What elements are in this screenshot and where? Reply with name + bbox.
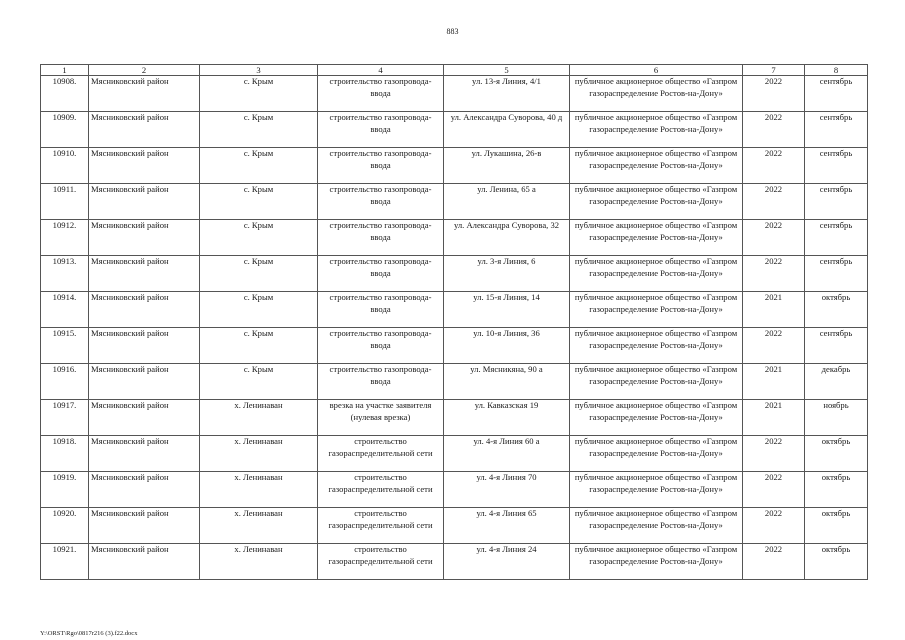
month-cell: сентябрь [805,148,868,184]
column-number: 8 [805,65,868,76]
organization-cell: публичное акционерное общество «Газпром газораспределение Ростов-на-Дону» [570,220,743,256]
table-row [41,184,868,220]
table-row [41,220,868,256]
district-cell: Мясниковский район [89,148,200,184]
address-cell: ул. Александра Суворова, 32 [444,220,570,256]
district-cell: Мясниковский район [89,112,200,148]
settlement-cell: х. Ленинаван [200,436,318,472]
settlement-cell: х. Ленинаван [200,472,318,508]
work-type-cell: строительство газораспределительной сети [318,544,444,580]
year-cell: 2022 [743,328,805,364]
year-cell: 2021 [743,364,805,400]
year-cell: 2022 [743,184,805,220]
month-cell: сентябрь [805,112,868,148]
address-cell: ул. 3-я Линия, 6 [444,256,570,292]
row-number: 10920. [41,508,89,544]
column-number: 1 [41,65,89,76]
settlement-cell: с. Крым [200,220,318,256]
column-number: 7 [743,65,805,76]
organization-cell: публичное акционерное общество «Газпром газораспределение Ростов-на-Дону» [570,76,743,112]
table-row [41,544,868,580]
address-cell: ул. 4-я Линия 70 [444,472,570,508]
district-cell: Мясниковский район [89,436,200,472]
work-type-cell: строительство газораспределительной сети [318,472,444,508]
settlement-cell: с. Крым [200,328,318,364]
address-cell: ул. Лукашина, 26-в [444,148,570,184]
row-number: 10910. [41,148,89,184]
address-cell: ул. 4-я Линия 65 [444,508,570,544]
table-row [41,256,868,292]
work-type-cell: строительство газопровода-ввода [318,184,444,220]
column-number: 4 [318,65,444,76]
footer-file-path: Y:\ORST\Rgo\0817r216 (3).f22.docx [40,630,138,637]
month-cell: сентябрь [805,220,868,256]
settlement-cell: с. Крым [200,112,318,148]
table-row [41,112,868,148]
address-cell: ул. 10-я Линия, 36 [444,328,570,364]
work-type-cell: строительство газопровода-ввода [318,292,444,328]
table-row [41,436,868,472]
work-type-cell: врезка на участке заявителя (нулевая врезка) [318,400,444,436]
row-number: 10921. [41,544,89,580]
settlement-cell: х. Ленинаван [200,508,318,544]
work-type-cell: строительство газопровода-ввода [318,256,444,292]
row-number: 10916. [41,364,89,400]
organization-cell: публичное акционерное общество «Газпром газораспределение Ростов-на-Дону» [570,112,743,148]
table-row [41,400,868,436]
organization-cell: публичное акционерное общество «Газпром газораспределение Ростов-на-Дону» [570,184,743,220]
column-number: 3 [200,65,318,76]
organization-cell: публичное акционерное общество «Газпром газораспределение Ростов-на-Дону» [570,508,743,544]
year-cell: 2022 [743,112,805,148]
district-cell: Мясниковский район [89,76,200,112]
work-type-cell: строительство газопровода-ввода [318,364,444,400]
work-type-cell: строительство газопровода-ввода [318,148,444,184]
month-cell: октябрь [805,472,868,508]
settlement-cell: с. Крым [200,256,318,292]
year-cell: 2022 [743,256,805,292]
organization-cell: публичное акционерное общество «Газпром газораспределение Ростов-на-Дону» [570,400,743,436]
column-number-row [41,65,868,76]
district-cell: Мясниковский район [89,292,200,328]
gas-registry-table [40,64,868,580]
year-cell: 2021 [743,292,805,328]
row-number: 10917. [41,400,89,436]
column-number: 6 [570,65,743,76]
month-cell: сентябрь [805,76,868,112]
district-cell: Мясниковский район [89,364,200,400]
address-cell: ул. 4-я Линия 24 [444,544,570,580]
table-row [41,76,868,112]
address-cell: ул. 4-я Линия 60 а [444,436,570,472]
work-type-cell: строительство газораспределительной сети [318,436,444,472]
organization-cell: публичное акционерное общество «Газпром газораспределение Ростов-на-Дону» [570,292,743,328]
year-cell: 2022 [743,76,805,112]
row-number: 10909. [41,112,89,148]
settlement-cell: с. Крым [200,364,318,400]
settlement-cell: с. Крым [200,148,318,184]
row-number: 10908. [41,76,89,112]
year-cell: 2022 [743,544,805,580]
row-number: 10919. [41,472,89,508]
organization-cell: публичное акционерное общество «Газпром газораспределение Ростов-на-Дону» [570,328,743,364]
district-cell: Мясниковский район [89,472,200,508]
organization-cell: публичное акционерное общество «Газпром газораспределение Ростов-на-Дону» [570,364,743,400]
organization-cell: публичное акционерное общество «Газпром газораспределение Ростов-на-Дону» [570,148,743,184]
month-cell: октябрь [805,292,868,328]
settlement-cell: х. Ленинаван [200,400,318,436]
table-row [41,328,868,364]
organization-cell: публичное акционерное общество «Газпром газораспределение Ростов-на-Дону» [570,256,743,292]
address-cell: ул. 15-я Линия, 14 [444,292,570,328]
month-cell: сентябрь [805,256,868,292]
district-cell: Мясниковский район [89,328,200,364]
district-cell: Мясниковский район [89,256,200,292]
month-cell: октябрь [805,508,868,544]
page-number: 883 [446,27,459,36]
table-row [41,364,868,400]
row-number: 10911. [41,184,89,220]
work-type-cell: строительство газопровода-ввода [318,220,444,256]
year-cell: 2022 [743,148,805,184]
table-row [41,148,868,184]
settlement-cell: х. Ленинаван [200,544,318,580]
organization-cell: публичное акционерное общество «Газпром газораспределение Ростов-на-Дону» [570,436,743,472]
work-type-cell: строительство газораспределительной сети [318,508,444,544]
table-row [41,292,868,328]
month-cell: октябрь [805,436,868,472]
month-cell: ноябрь [805,400,868,436]
year-cell: 2022 [743,220,805,256]
work-type-cell: строительство газопровода-ввода [318,328,444,364]
district-cell: Мясниковский район [89,508,200,544]
work-type-cell: строительство газопровода-ввода [318,76,444,112]
year-cell: 2022 [743,508,805,544]
month-cell: сентябрь [805,328,868,364]
row-number: 10914. [41,292,89,328]
settlement-cell: с. Крым [200,184,318,220]
column-number: 5 [444,65,570,76]
address-cell: ул. Кавказская 19 [444,400,570,436]
district-cell: Мясниковский район [89,220,200,256]
column-number: 2 [89,65,200,76]
work-type-cell: строительство газопровода-ввода [318,112,444,148]
organization-cell: публичное акционерное общество «Газпром газораспределение Ростов-на-Дону» [570,472,743,508]
district-cell: Мясниковский район [89,184,200,220]
row-number: 10913. [41,256,89,292]
settlement-cell: с. Крым [200,292,318,328]
address-cell: ул. Мясникяна, 90 а [444,364,570,400]
address-cell: ул. 13-я Линия, 4/1 [444,76,570,112]
district-cell: Мясниковский район [89,400,200,436]
year-cell: 2022 [743,436,805,472]
settlement-cell: с. Крым [200,76,318,112]
address-cell: ул. Ленина, 65 а [444,184,570,220]
month-cell: сентябрь [805,184,868,220]
row-number: 10912. [41,220,89,256]
district-cell: Мясниковский район [89,544,200,580]
month-cell: декабрь [805,364,868,400]
organization-cell: публичное акционерное общество «Газпром газораспределение Ростов-на-Дону» [570,544,743,580]
year-cell: 2021 [743,400,805,436]
table-row [41,472,868,508]
row-number: 10915. [41,328,89,364]
month-cell: октябрь [805,544,868,580]
row-number: 10918. [41,436,89,472]
address-cell: ул. Александра Суворова, 40 д [444,112,570,148]
registry-body [41,76,868,580]
year-cell: 2022 [743,472,805,508]
table-row [41,508,868,544]
